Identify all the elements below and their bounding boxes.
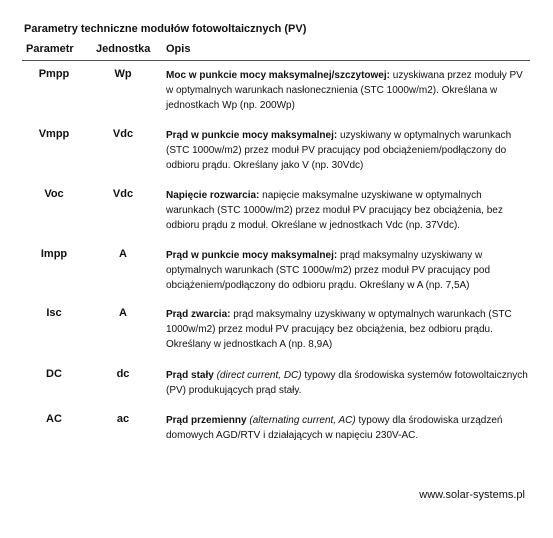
- term: Napięcie rozwarcia:: [166, 190, 260, 201]
- header-unit: Jednostka: [96, 43, 151, 55]
- desc-cell: [166, 307, 532, 352]
- term: Prąd w punkcie mocy maksymalnej:: [166, 250, 338, 261]
- term: Prąd zwarcia:: [166, 309, 231, 320]
- term-note: (alternating current, AC): [246, 415, 356, 426]
- term: Prąd przemienny: [166, 415, 247, 426]
- desc-text: napięcie maksymalne uzyskiwane w optymalnych warunkach (STC 1000w/m2) przez moduł PV pracujący bez obciążenia, bez odbioru prądu z moduł. Określane w jednostkach Vdc (np. 37Vdc).: [166, 190, 503, 231]
- desc-cell: [166, 413, 532, 443]
- term-note: (direct current, DC): [213, 370, 302, 381]
- desc-text: typowy dla środowiska urządzeń domowych AGD/RTV i działających w napięciu 230V-AC.: [166, 415, 503, 441]
- unit-cell: Wp: [114, 68, 132, 80]
- param-cell: Pmpp: [38, 68, 70, 80]
- desc-text: uzyskiwany w optymalnych warunkach (STC 1000w/m2) przez moduł PV pracujący pod obciążeniem/podłączony do odbioru prądu. Określany jako V (np. 30Vdc): [166, 130, 512, 171]
- desc-text: uzyskiwana przez moduły PV w optymalnych warunkach nasłonecznienia (STC 1000w/m2). Określana w jednostkach Wp (np. 200Wp): [166, 70, 523, 111]
- param-cell: Impp: [40, 248, 68, 260]
- header-divider: [22, 60, 530, 61]
- term: Prąd stały: [166, 370, 214, 381]
- unit-cell: ac: [116, 413, 130, 425]
- param-cell: Voc: [44, 188, 64, 200]
- unit-cell: A: [119, 307, 127, 319]
- param-cell: Isc: [46, 307, 62, 319]
- unit-cell: Vdc: [112, 188, 134, 200]
- unit-cell: Vdc: [112, 128, 134, 140]
- header-desc: Opis: [166, 43, 191, 55]
- unit-cell: A: [119, 248, 127, 260]
- desc-text: prąd maksymalny uzyskiwany w optymalnych warunkach (STC 1000w/m2) przez moduł PV pracujący pod obciążeniem/podłączony do odbioru prądu. Określany w A (np. 7,5A): [166, 250, 491, 291]
- param-cell: Vmpp: [38, 128, 70, 140]
- unit-cell: dc: [116, 368, 130, 380]
- desc-cell: [166, 248, 532, 293]
- desc-cell: [166, 128, 532, 173]
- website-link[interactable]: www.solar-systems.pl: [419, 489, 525, 501]
- page-title: Parametry techniczne modułów fotowoltaicznych (PV): [24, 23, 307, 35]
- param-cell: AC: [46, 413, 62, 425]
- desc-text: typowy dla środowiska systemów fotowoltaicznych (PV) produkujących prąd stały.: [166, 370, 528, 396]
- term: Prąd w punkcie mocy maksymalnej:: [166, 130, 338, 141]
- desc-cell: [166, 68, 532, 113]
- header-param: Parametr: [26, 43, 74, 55]
- param-cell: DC: [46, 368, 62, 380]
- term: Moc w punkcie mocy maksymalnej/szczytowej:: [166, 70, 390, 81]
- desc-cell: [166, 368, 532, 398]
- desc-cell: [166, 188, 532, 233]
- desc-text: prąd maksymalny uzyskiwany w optymalnych warunkach (STC 1000w/m2) przez moduł PV pracujący bez obciążenia, bez odbioru prądu. Określany w jednostkach A (np. 8,9A): [166, 309, 512, 350]
